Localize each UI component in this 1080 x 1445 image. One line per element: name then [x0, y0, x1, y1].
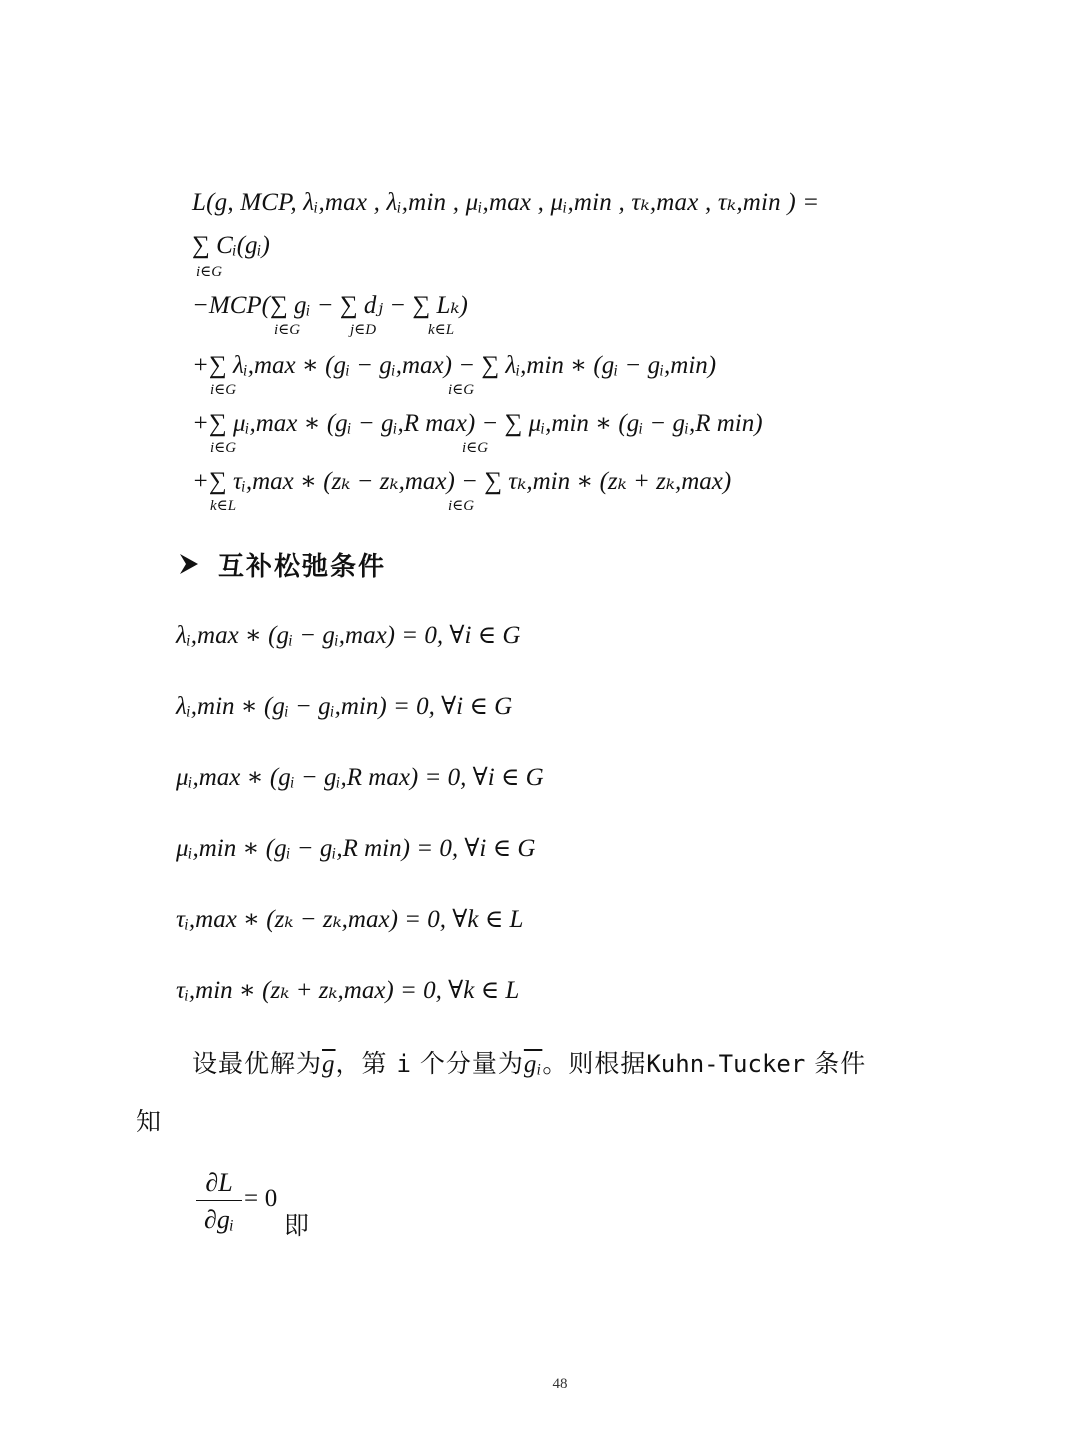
fraction-denominator: ∂gᵢ [204, 1205, 234, 1234]
lagrangian-line-4 [192, 350, 752, 408]
lagrangian-line-2-expr: ∑ Cᵢ(gᵢ) [192, 232, 270, 259]
page-number: 48 [552, 1376, 568, 1392]
body-paragraph [192, 1044, 866, 1080]
sum-subscript: i∈G [196, 264, 223, 280]
index-symbol: i [396, 1050, 411, 1078]
lagrangian-line-1: L(g, MCP, λᵢ,max , λᵢ,min , μᵢ,max , μᵢ,min , τₖ,max , τₖ,min ) = [192, 189, 820, 216]
paragraph-text: 。则根据 [542, 1049, 647, 1078]
condition-line: τᵢ,max ∗ (zₖ − zₖ,max) = 0, ∀k ∈ L [176, 906, 524, 933]
sum-subscript: k∈L [428, 322, 455, 338]
partial-derivative-fraction [196, 1168, 242, 1235]
sum-subscript: k∈L [210, 498, 237, 514]
lagrangian-line-5-expr: +∑ μᵢ,max ∗ (gᵢ − gᵢ,R max) − ∑ μᵢ,min ∗ (gᵢ − gᵢ,R min) [192, 410, 763, 437]
condition-line: τᵢ,min ∗ (zₖ + zₖ,max) = 0, ∀k ∈ L [176, 977, 520, 1004]
lagrangian-line-6-expr: +∑ τᵢ,max ∗ (zₖ − zₖ,max) − ∑ τₖ,min ∗ (zₖ + zₖ,max) [192, 468, 732, 495]
derivative-suffix: 即 [284, 1211, 311, 1240]
lagrangian-line-3 [192, 290, 792, 348]
section-heading [178, 544, 386, 584]
paragraph-continuation: 知 [136, 1107, 163, 1136]
lagrangian-line-4-expr: +∑ λᵢ,max ∗ (gᵢ − gᵢ,max) − ∑ λᵢ,min ∗ (gᵢ − gᵢ,min) [192, 352, 717, 379]
paragraph-text: 条件 [805, 1049, 867, 1078]
sum-subscript: i∈G [274, 322, 301, 338]
sum-subscript: i∈G [448, 498, 475, 514]
condition-line: μᵢ,min ∗ (gᵢ − gᵢ,R min) = 0, ∀i ∈ G [176, 835, 536, 862]
lagrangian-line-6 [192, 466, 752, 524]
paragraph-text: 设最优解为 [192, 1049, 323, 1078]
optimal-solution-symbol: $\overline{g}$ [322, 1051, 336, 1078]
sum-subscript: i∈G [210, 382, 237, 398]
condition-line: λᵢ,min ∗ (gᵢ − gᵢ,min) = 0, ∀i ∈ G [176, 693, 513, 720]
lagrangian-line-5 [192, 408, 763, 466]
sum-subscript: i∈G [448, 382, 475, 398]
arrow-bullet-icon [178, 552, 200, 576]
paragraph-text: 个分量为 [410, 1049, 524, 1078]
sum-subscript: i∈G [462, 440, 489, 456]
paragraph-text: ，第 [335, 1049, 397, 1078]
sum-subscript: j∈D [350, 322, 377, 338]
component-symbol: $\overline{gᵢ}$ [523, 1051, 543, 1078]
fraction-bar [196, 1200, 242, 1201]
section-heading-text: 互补松弛条件 [218, 551, 387, 582]
sum-subscript: i∈G [210, 440, 237, 456]
lagrangian-line-2 [192, 232, 792, 290]
condition-line: μᵢ,max ∗ (gᵢ − gᵢ,R max) = 0, ∀i ∈ G [176, 764, 544, 791]
kuhn-tucker-text: Kuhn-Tucker [646, 1050, 806, 1078]
derivative-equals: = 0 [244, 1185, 278, 1212]
condition-line: λᵢ,max ∗ (gᵢ − gᵢ,max) = 0, ∀i ∈ G [176, 622, 521, 649]
fraction-numerator: ∂L [205, 1168, 233, 1197]
lagrangian-line-3-expr: −MCP(∑ gᵢ − ∑ dⱼ − ∑ Lₖ) [192, 292, 468, 319]
